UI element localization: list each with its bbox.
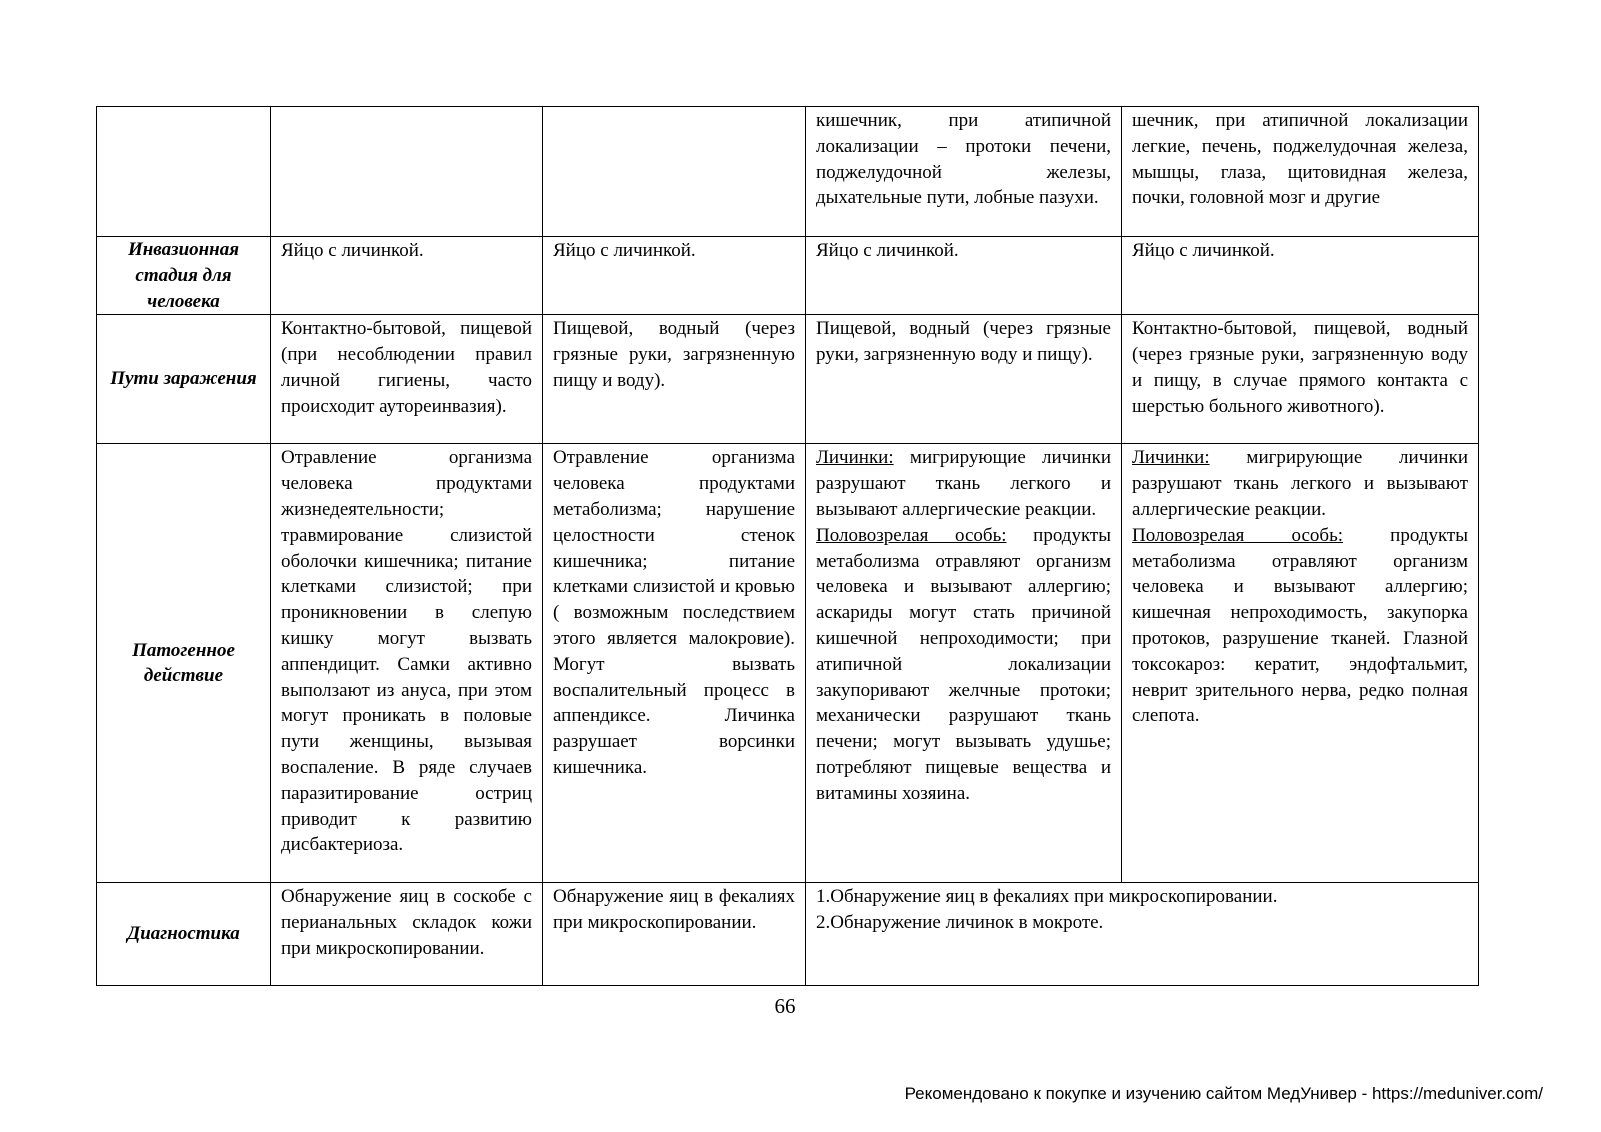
table-row-infection-routes (97, 315, 1479, 444)
table-row-invasion-stage (97, 237, 1479, 315)
cell-invasion-col3: Яйцо с личинкой. (806, 237, 1122, 315)
larvae-text: мигрирующие личинки разрушают ткань легкого и вызывают аллергические реакции. (816, 447, 1111, 520)
cell-pathogenic-col4 (1122, 444, 1479, 883)
cell-diagnostics-col1: Обнаружение яиц в соскобе с перианальных складок кожи при микроскопировании. (271, 883, 543, 986)
row-header-invasion-stage: Инвазионная стадия для человека (97, 237, 271, 315)
page-number: 66 (774, 994, 796, 1018)
cell-continuation-col4: шечник, при атипичной локализации легкие, печень, поджелудочная железа, мышцы, глаза, щитовидная железа, почки, головной мозг и другие (1122, 107, 1479, 237)
cell-pathogenic-col2: Отравление организма человека продуктами метаболизма; нарушение целостности стенок кишечника; питание клетками слизистой и кровью ( возможным последствием этого является малокровие). Могут вызвать воспалительный процесс в аппендиксе. Личинка разрушает ворсинки кишечника. (543, 444, 806, 883)
adult-text: продукты метаболизма отравляют организм человека и вызывают аллергию; аскариды могут стать причиной кишечной непроходимости; при атипичной локализации закупоривают желчные протоки; механически разрушают ткань печени; могут вызывать удушье; потребляют пищевые вещества и витамины хозяина. (816, 524, 1111, 804)
adult-label: Половозрелая особь: (1132, 524, 1344, 546)
cell-diagnostics-col2: Обнаружение яиц в фекалиях при микроскопировании. (543, 883, 806, 986)
cell-invasion-col4: Яйцо с личинкой. (1122, 237, 1479, 315)
cell-infection-col2: Пищевой, водный (через грязные руки, загрязненную пищу и воду). (543, 315, 806, 444)
row-header-infection-routes: Пути заражения (97, 315, 271, 444)
helminth-comparison-table (96, 106, 1479, 986)
cell-diagnostics-col34 (806, 883, 1479, 986)
table-row-continuation (97, 107, 1479, 237)
diagnostics-item-1: 1.Обнаружение яиц в фекалиях при микроскопировании. (816, 886, 1278, 908)
footer-recommendation: Рекомендовано к покупке и изучению сайтом МедУнивер - https://meduniver.com/ (904, 1084, 1543, 1103)
cell-continuation-col1 (271, 107, 543, 237)
table-row-pathogenic-action (97, 444, 1479, 883)
row-header-pathogenic-action: Патогенное действие (97, 444, 271, 883)
larvae-text: мигрирующие личинки разрушают ткань легкого и вызывают аллергические реакции. (1132, 447, 1468, 520)
cell-continuation-col2 (543, 107, 806, 237)
diagnostics-item-2: 2.Обнаружение личинок в мокроте. (816, 912, 1104, 934)
adult-text: продукты метаболизма отравляют организм человека и вызывают аллергию; кишечная непроходимость, закупорка протоков, разрушение тканей. Глазной токсокароз: кератит, эндофтальмит, неврит зрительного нерва, редко полная слепота. (1132, 524, 1468, 727)
cell-invasion-col2: Яйцо с личинкой. (543, 237, 806, 315)
table-row-diagnostics (97, 883, 1479, 986)
cell-invasion-col1: Яйцо с личинкой. (271, 237, 543, 315)
cell-infection-col4: Контактно-бытовой, пищевой, водный (через грязные руки, загрязненную воду и пищу, в случае прямого контакта с шерстью больного животного). (1122, 315, 1479, 444)
row-header-empty (97, 107, 271, 237)
row-header-diagnostics: Диагностика (97, 883, 271, 986)
cell-pathogenic-col3 (806, 444, 1122, 883)
larvae-label: Личинки: (816, 447, 894, 469)
larvae-label: Личинки: (1132, 447, 1210, 469)
cell-infection-col3: Пищевой, водный (через грязные руки, загрязненную воду и пищу). (806, 315, 1122, 444)
cell-infection-col1: Контактно-бытовой, пищевой (при несоблюдении правил личной гигиены, часто происходит аутореинвазия). (271, 315, 543, 444)
cell-pathogenic-col1: Отравление организма человека продуктами жизнедеятельности; травмирование слизистой оболочки кишечника; питание клетками слизистой; при проникновении в слепую кишку могут вызвать аппендицит. Самки активно выползают из ануса, при этом могут проникать в половые пути женщины, вызывая воспаление. В ряде случаев паразитирование остриц приводит к развитию дисбактериоза. (271, 444, 543, 883)
cell-continuation-col3: кишечник, при атипичной локализации – протоки печени, поджелудочной железы, дыхательные пути, лобные пазухи. (806, 107, 1122, 237)
adult-label: Половозрелая особь: (816, 524, 1007, 546)
